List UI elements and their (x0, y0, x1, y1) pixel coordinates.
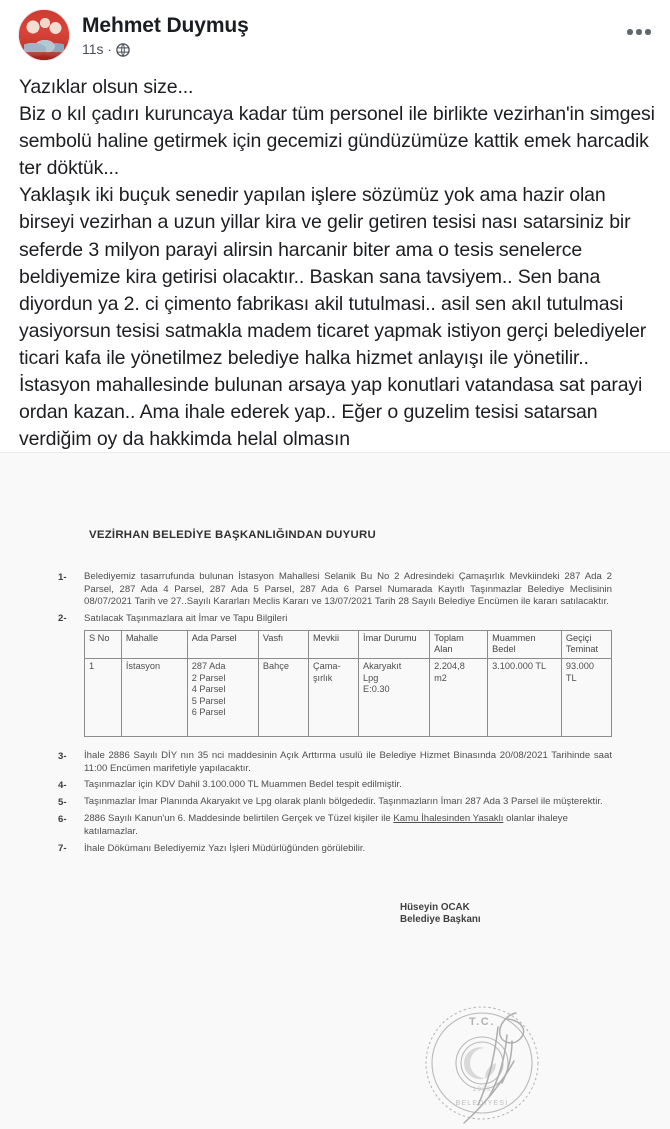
clause-number: 6- (58, 813, 67, 825)
globe-icon[interactable] (116, 43, 130, 57)
table-wrapper (58, 630, 612, 737)
cell-line: 287 Ada (191, 661, 226, 672)
signatory-title: Belediye Başkanı (400, 914, 481, 926)
avatar-photo-foreground (19, 52, 69, 60)
clause-text-link: Kamu İhalesinden Yasaklı (393, 813, 504, 825)
cell-line: TL (565, 672, 577, 683)
clause-text-pre: 2886 Sayılı Kanun'un 6. Maddesinde belirtilen Gerçek ve Tüzel kişiler ile (84, 813, 394, 825)
cell-line: Lpg (363, 672, 379, 683)
svg-text:1923: 1923 (472, 1086, 492, 1093)
clause-text: İhale 2886 Sayılı DİY nın 35 nci maddesinin Açık Arttırma usulü ile Belediye Hizmet Binasında 20/08/2021 Tarihinde saat 11:00 Encümen marifetiyle yapılacaktır. (84, 750, 612, 774)
post-paragraph: Yaklaşık iki buçuk senedir yapılan işlere sözümüz yok ama hazir olan birseyi vezirhan a uzun yillar kira ve gelir getiren tesisi nası satarsiniz bir seferde 3 milyon parayi alirsin harcanir biter ama o tesis senelerce beldiyemize kira getirisi olacaktır.. Baskan sana tavsiyem.. Sen bana diyordun ya 2. ci çimento fabrikası akil tutulmasi.. asil sen akıl tutulmasi yasiyorsun tesisi satmakla madem ticaret yapmak istiyon gerçi belediyeler ticari kafa ile yönetilmez belediye halka hizmet anlayışı ile yönetilir.. İstasyon mahallesinde bulunan arsaya yap konutlari vatandasa sat parayi ordan kazan.. Ama ihale ederek yap.. Eğer o guzelim tesisi satarsan verdiğim oy da hakkimda helal olmasın (19, 184, 647, 451)
header-line: İmar Durumu (363, 632, 417, 643)
header-line: Vasfı (262, 632, 284, 643)
table-cell-toplam-alan (430, 659, 488, 737)
document-clause (58, 613, 612, 626)
clause-number: 5- (58, 796, 67, 808)
header-line: Geçiçi Teminat (565, 632, 599, 655)
table-row (85, 659, 612, 737)
table-cell-muammen-bedel: 3.100.000 TL (488, 659, 562, 737)
post-options-button[interactable] (622, 15, 656, 49)
cell-line: m2 (434, 672, 447, 683)
cell-line: 93.000 (565, 661, 594, 672)
table-header-cell (488, 630, 562, 658)
avatar[interactable] (18, 9, 70, 61)
header-line: S No (89, 632, 110, 643)
announcement-document (0, 453, 670, 1129)
post-author-name[interactable]: Mehmet Duymuş (82, 14, 249, 37)
header-line: Ada Parsel (191, 632, 237, 643)
post-body (0, 66, 670, 453)
document-clause (58, 813, 612, 838)
cell-line: 2 Parsel (191, 672, 226, 683)
post-header-text (82, 9, 622, 58)
table-header-cell (121, 630, 187, 658)
header-line: Mahalle (125, 632, 159, 643)
document-clause (58, 750, 612, 775)
table-cell-imar-durumu (359, 659, 430, 737)
clause-text: Taşınmazlar İmar Planında Akaryakıt ve Lpg olarak planlı bölgededir. Taşınmazların İmarı 287 Ada 3 Parsel ile müşterektir. (84, 796, 603, 808)
table-header-cell (258, 630, 308, 658)
post-paragraph: Biz o kıl çadırı kuruncaya kadar tüm personel ile birlikte vezirhan'in simgesi sembolü haline getirmek için gecemizi gündüzümüze kattik emek harcadik ter döktük... (19, 103, 655, 180)
table-header-cell (430, 630, 488, 658)
table-header-cell (359, 630, 430, 658)
ellipsis-horizontal-icon (636, 29, 642, 35)
clause-number: 3- (58, 750, 67, 762)
clause-text-post: olanlar ihaleye katılamazlar. (84, 813, 568, 838)
header-line: Mevkii (312, 632, 339, 643)
svg-text:T.C.: T.C. (469, 1016, 495, 1028)
table-cell-gecici-teminat (561, 659, 611, 737)
document-clause (58, 843, 612, 856)
table-cell-vasfi: Bahçe (258, 659, 308, 737)
cell-line: 4 Parsel (191, 684, 226, 695)
table-cell-mahalle: İstasyon (121, 659, 187, 737)
table-header-cell (187, 630, 258, 658)
table-header-cell (85, 630, 122, 658)
signatory-name: Hüseyin OCAK (400, 901, 470, 913)
post-meta-row (82, 41, 622, 58)
clause-number: 7- (58, 843, 67, 855)
clause-text: Taşınmazlar için KDV Dahil 3.100.000 TL Muammen Bedel tespit edilmiştir. (84, 779, 402, 791)
document-clause (58, 796, 612, 809)
cell-line: 6 Parsel (191, 707, 226, 718)
post-paragraph: Yazıklar olsun size... (19, 76, 194, 98)
clause-number: 4- (58, 779, 67, 791)
clause-number: 2- (58, 613, 67, 625)
table-header-row (85, 630, 612, 658)
post-timestamp[interactable]: 11s (82, 41, 104, 57)
clause-text: İhale Dökümanı Belediyemiz Yazı İşleri Müdürlüğünden görülebilir. (84, 842, 366, 854)
table-header-cell (308, 630, 358, 658)
official-stamp-icon (412, 1001, 572, 1129)
table-cell-mevkii (308, 659, 358, 737)
cell-line: şırlık (312, 672, 333, 683)
clause-text: Satılacak Taşınmazlara ait İmar ve Tapu Bilgileri (84, 612, 288, 624)
clause-text: Belediyemiz tasarrufunda bulunan İstasyon Mahallesi Selanik Bu No 2 Adresindeki Çamaşırlık Mevkiindeki 287 Ada 2 Parsel, 287 Ada 4 Parsel, 287 Ada 5 Parsel, 287 Ada 6 Parsel Numarada Kayıtlı Taşınmazlar Belediye Meclisinin 08/07/2021 Tarih ve 27..Sayılı Kararları Meclis Kararı ve 13/07/2021 Tarih 28 Sayılı Belediye Encümen ile kararı satılacaktır. (84, 571, 612, 608)
cell-line: 5 Parsel (191, 695, 226, 706)
document-signature (400, 902, 612, 927)
post-header (0, 0, 670, 66)
clause-text (84, 813, 612, 838)
document-clause (58, 779, 612, 792)
ellipsis-horizontal-icon (627, 29, 633, 35)
table-cell-ada-parsel (187, 659, 258, 737)
cell-line: Akaryakıt (363, 661, 402, 672)
svg-text:BELEDİYESİ: BELEDİYESİ (455, 1100, 509, 1107)
table-header-cell (561, 630, 611, 658)
cell-line: E:0.30 (363, 684, 390, 695)
clause-number: 1- (58, 571, 67, 583)
header-line: Muammen Bedel (492, 632, 536, 655)
property-table (84, 630, 612, 737)
meta-separator: · (107, 42, 112, 57)
document-clause (58, 571, 612, 609)
post-attachment-image[interactable] (0, 452, 670, 1129)
document-title: VEZİRHAN BELEDİYE BAŞKANLIĞINDAN DUYURU (89, 529, 376, 541)
header-line: Toplam Alan (434, 632, 464, 655)
cell-line: Çama- (312, 661, 341, 672)
ellipsis-horizontal-icon (645, 29, 651, 35)
table-cell-sno: 1 (85, 659, 122, 737)
cell-line: 2.204,8 (434, 661, 465, 672)
